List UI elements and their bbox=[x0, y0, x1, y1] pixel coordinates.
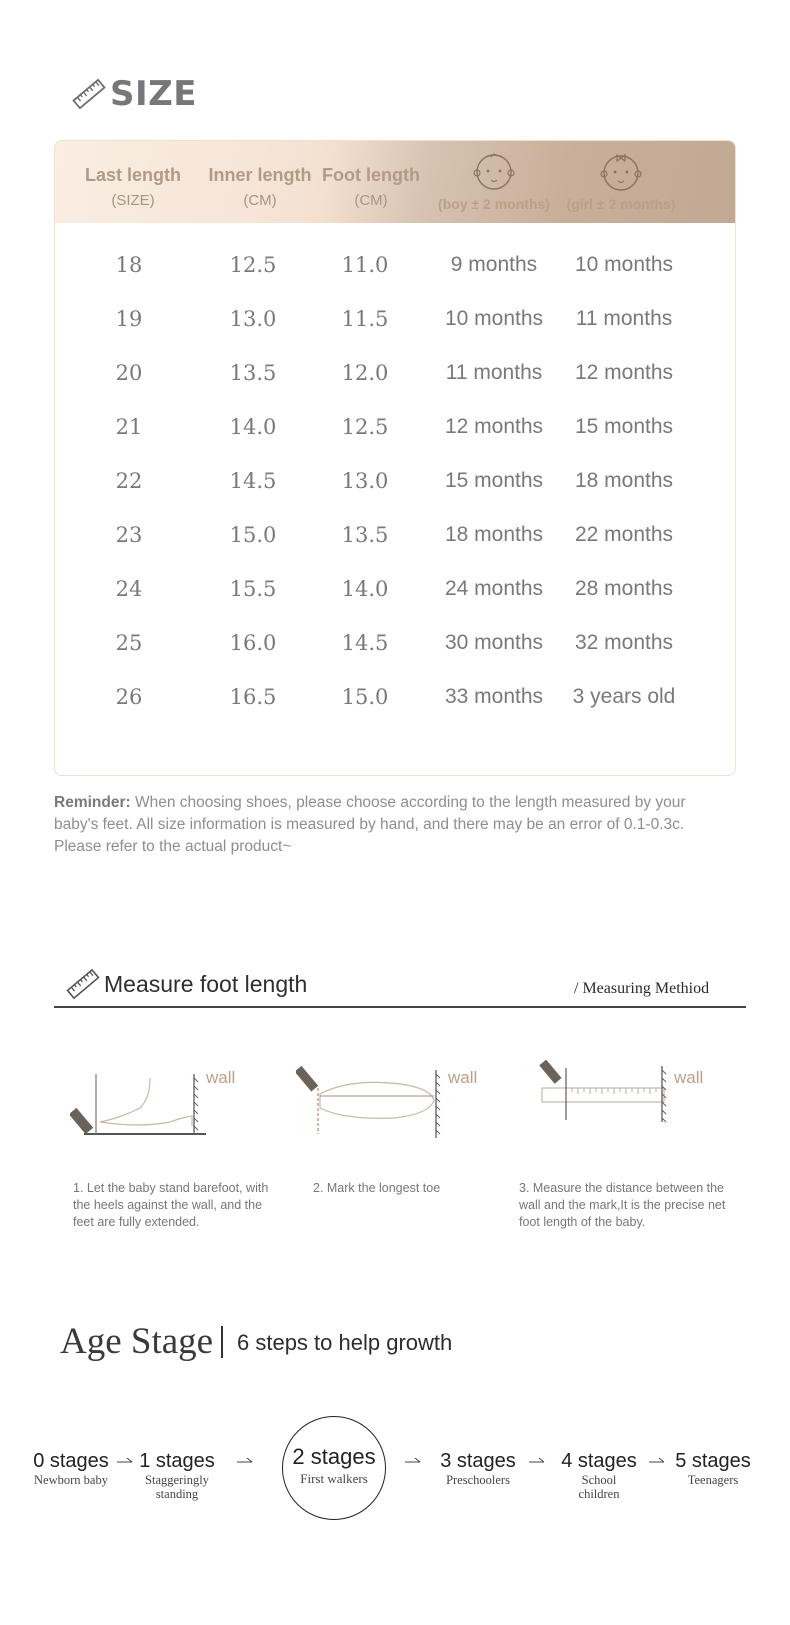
table-header bbox=[55, 141, 735, 223]
reminder-note bbox=[54, 792, 734, 858]
header-girl-age: (girl ± 2 months) bbox=[557, 141, 685, 223]
table-row: 24 15.5 14.0 24 months 28 months bbox=[115, 577, 674, 601]
wall-label: wall bbox=[448, 1068, 478, 1087]
stage-3: 3 stages Preschoolers bbox=[440, 1450, 516, 1487]
table-row: 18 12.5 11.0 9 months 10 months bbox=[115, 253, 674, 277]
size-table bbox=[54, 140, 736, 776]
step-3-illustration bbox=[538, 1060, 728, 1140]
table-row: 22 14.5 13.0 15 months 18 months bbox=[115, 469, 674, 493]
table-row: 19 13.0 11.5 10 months 11 months bbox=[115, 307, 673, 331]
wall-label: wall bbox=[674, 1068, 704, 1087]
measure-header bbox=[66, 966, 307, 1002]
arrow-right-icon bbox=[528, 1456, 546, 1466]
step-2-text: 2. Mark the longest toe bbox=[313, 1181, 441, 1195]
measure-subtitle: / Measuring Methiod bbox=[574, 980, 710, 997]
table-row: 23 15.0 13.5 18 months 22 months bbox=[115, 523, 674, 547]
reminder-label: Reminder: bbox=[54, 794, 131, 811]
age-stage-title: Age Stage bbox=[60, 1321, 214, 1362]
table-row: 21 14.0 12.5 12 months 15 months bbox=[115, 415, 674, 439]
stage-1: 1 stages Staggeringly standing bbox=[139, 1450, 215, 1501]
stage-5: 5 stages Teenagers bbox=[675, 1450, 751, 1487]
size-header bbox=[72, 72, 197, 116]
step-1-illustration bbox=[70, 1060, 250, 1140]
measure-title: Measure foot length bbox=[104, 970, 308, 997]
arrow-right-icon bbox=[236, 1456, 254, 1466]
stage-4: 4 stages School children bbox=[561, 1450, 637, 1501]
baby-boy-face-icon bbox=[470, 149, 518, 193]
title-separator bbox=[221, 1326, 223, 1358]
wall-label: wall bbox=[206, 1068, 236, 1087]
stage-0: 0 stages Newborn baby bbox=[33, 1450, 109, 1487]
step-1-text: 1. Let the baby stand barefoot, with the heels against the wall, and the feet are fully extended. bbox=[73, 1181, 269, 1229]
step-3-text: 3. Measure the distance between the wall and the mark,It is the precise net foot length of the baby. bbox=[519, 1181, 726, 1229]
arrow-right-icon bbox=[404, 1456, 422, 1466]
ruler-icon bbox=[72, 77, 106, 111]
table-row: 26 16.5 15.0 33 months 3 years old bbox=[115, 685, 676, 709]
divider bbox=[54, 1006, 746, 1008]
table-row: 20 13.5 12.0 11 months 12 months bbox=[115, 361, 674, 385]
size-title: SIZE bbox=[110, 74, 198, 114]
age-stage-subtitle: 6 steps to help growth bbox=[237, 1330, 453, 1355]
table-row: 25 16.0 14.5 30 months 32 months bbox=[115, 631, 674, 655]
ruler-icon bbox=[66, 967, 100, 1001]
header-foot-length: Foot length (CM) bbox=[322, 165, 420, 209]
header-boy-age: (boy ± 2 months) bbox=[431, 141, 557, 223]
header-last-length: Last length (SIZE) bbox=[84, 165, 181, 209]
reminder-text: When choosing shoes, please choose according to the length measured by your baby's feet. All size information is measured by hand, and there may be an error of 0.1-0.3c. Please refer to the actual product~ bbox=[54, 794, 686, 855]
stage-2: 2 stages First walkers bbox=[292, 1444, 376, 1486]
step-2-illustration bbox=[296, 1060, 486, 1140]
header-inner-length: Inner length (CM) bbox=[208, 165, 312, 209]
baby-girl-face-icon bbox=[597, 149, 645, 193]
